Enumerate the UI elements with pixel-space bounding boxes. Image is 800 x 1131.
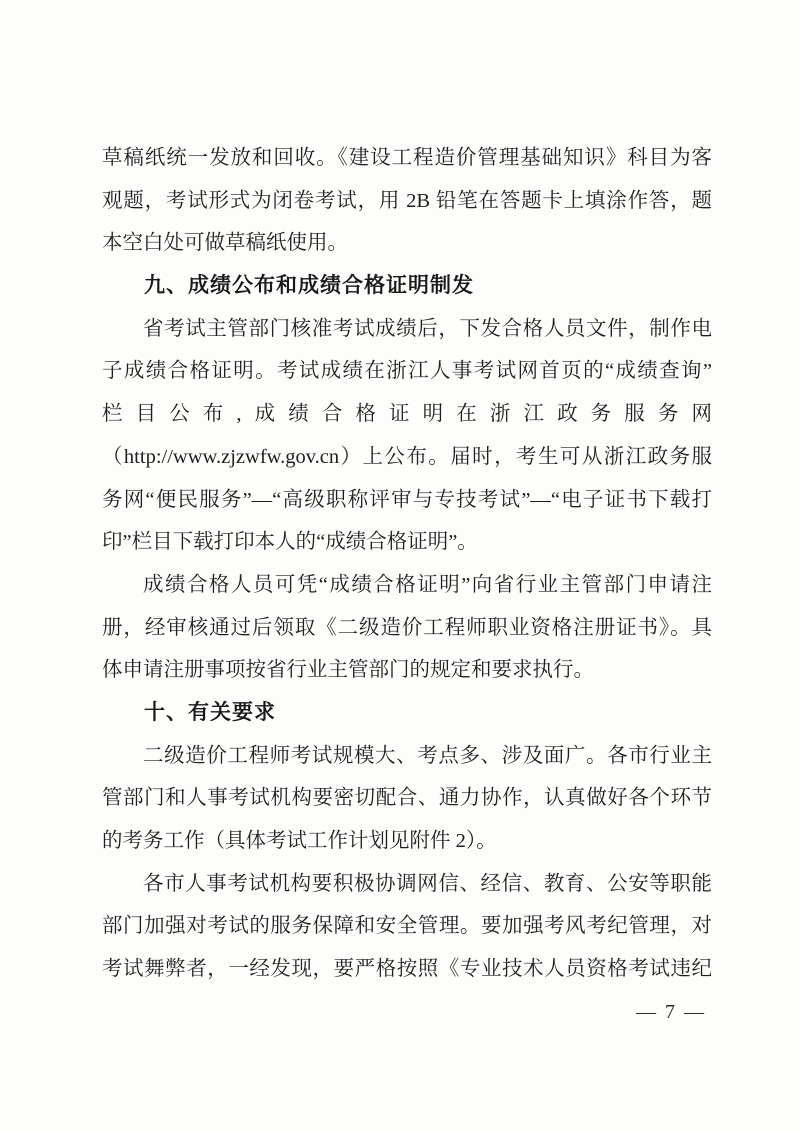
text-line: 成绩合格人员可凭“成绩合格证明”向省行业主管部门申请注 [143,573,712,596]
text-line: 二级造价工程师考试规模大、考点多、涉及面广。各市行业主 [143,744,712,767]
text-line: 管部门和人事考试机构要密切配合、通力协作，认真做好各个环节 [102,787,712,810]
text-line: （http://www.zjzwfw.gov.cn）上公布。届时，考生可从浙江政务服 [102,445,712,468]
text-line: 册，经审核通过后领取《二级造价工程师职业资格注册证书》。具 [102,616,712,639]
text-line: 务网“便民服务”—“高级职称评审与专技考试”—“电子证书下载打 [102,488,712,511]
text-line: 印”栏目下载打印本人的“成绩合格证明”。 [102,531,478,554]
page-number: — 7 — [636,1000,706,1023]
text-line: 考试舞弊者，一经发现，要严格按照《专业技术人员资格考试违纪 [102,958,712,981]
section-heading: 十、有关要求 [144,700,276,724]
text-line: 部门加强对考试的服务保障和安全管理。要加强考风考纪管理，对 [102,915,712,938]
text-line: 各市人事考试机构要积极协调网信、经信、教育、公安等职能 [143,872,712,895]
text-line: 栏目公布,成绩合格证明在浙江政务服务网 [102,403,712,426]
text-line: 草稿纸统一发放和回收。《建设工程造价管理基础知识》科目为客 [102,147,712,169]
text-line: 本空白处可做草稿纸使用。 [102,232,348,255]
section-heading: 九、成绩公布和成绩合格证明制发 [144,274,474,298]
text-line: 省考试主管部门核准考试成绩后，下发合格人员文件，制作电 [143,317,712,340]
text-line: 观题，考试形式为闭卷考试，用 2B 铅笔在答题卡上填涂作答，题 [102,189,712,212]
text-line: 子成绩合格证明。考试成绩在浙江人事考试网首页的“成绩查询” [102,360,712,383]
text-line: 的考务工作（具体考试工作计划见附件 2）。 [102,830,497,852]
document-body [102,137,712,991]
text-line: 体申请注册事项按省行业主管部门的规定和要求执行。 [102,659,594,682]
